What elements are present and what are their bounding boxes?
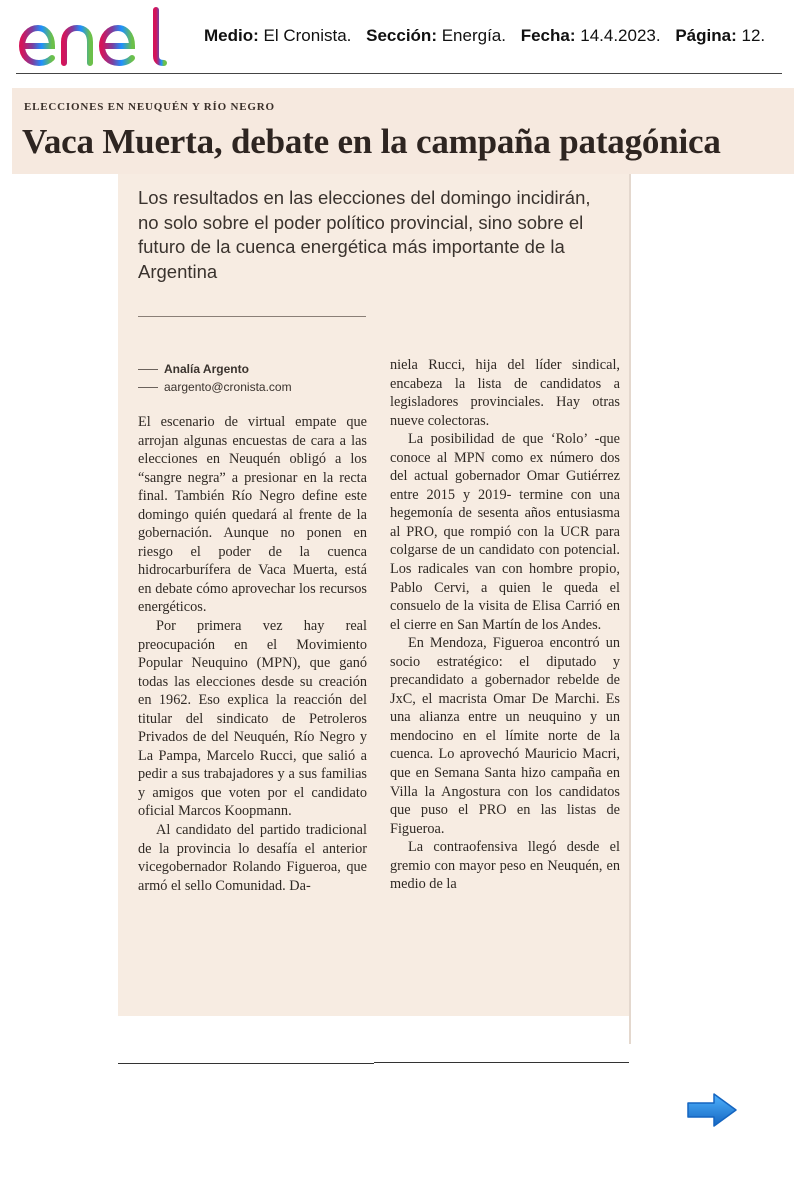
paragraph: Al candidato del partido tradicional de la provincia lo desafía el anterior vicegobernador Rolando Figueroa, que armó el sello Comunidad. Da- (138, 822, 367, 894)
author-name: Analía Argento (164, 362, 249, 376)
seccion-label: Sección: (366, 26, 437, 45)
article-subtitle: Los resultados en las elecciones del domingo incidirán, no solo sobre el poder político provincial, sino sobre el futuro de la cuenca energética más importante de la Argentina (138, 187, 591, 282)
byline-dash (138, 387, 158, 388)
seccion-value: Energía. (441, 26, 506, 45)
medio-value: El Cronista. (263, 26, 352, 45)
paragraph: El escenario de virtual empate que arrojan algunas encuestas de cara a las elecciones en Neuquén obligó a los “sangre negra” a presionar en la recta final. También Río Negro define este domingo quién quedará al frente de la gobernación. Aunque no ponen en riesgo el poder de la cuenca hidrocarburífera de Vaca Muerta, está en debate cómo aprovechar los recursos energéticos. (138, 414, 367, 616)
clipping-edge (629, 174, 631, 1044)
article-headline: Vaca Muerta, debate en la campaña patagónica (22, 122, 721, 161)
article-column-2 (390, 356, 620, 894)
article-kicker: ELECCIONES EN NEUQUÉN Y RÍO NEGRO (24, 101, 275, 113)
arrow-right-icon[interactable] (686, 1092, 738, 1128)
fecha-value: 14.4.2023. (580, 26, 661, 45)
clipping-metadata (204, 26, 765, 46)
subtitle-divider (138, 316, 366, 317)
header-divider (16, 73, 782, 74)
paragraph: La contraofensiva llegó desde el gremio con mayor peso en Neuquén, en medio de la (390, 839, 620, 893)
fecha-label: Fecha: (520, 26, 576, 45)
paragraph: niela Rucci, hija del líder sindical, encabeza la lista de candidatos a legisladores provinciales. Hay otras nueve colectoras. (390, 357, 620, 429)
author-email: aargento@cronista.com (164, 380, 292, 394)
pagina-value: 12. (741, 26, 766, 45)
paragraph: La posibilidad de que ‘Rolo’ -que conoce al MPN como ex número dos del actual gobernador Omar Gutiérrez entre 2015 y 2019- termine con una hegemonía de sesenta años entusiasma al PRO, que rompió con la UCR para colgarse de un candidato con potencial. Los radicales van con hombre propio, Pablo Cervi, a quien le queda el consuelo de la visita de Elisa Carrió en el cierre en San Martín de los Andes. (390, 431, 620, 633)
footer-divider-left (118, 1063, 374, 1064)
article-column-1 (138, 413, 367, 895)
footer-divider-right (374, 1062, 629, 1063)
paragraph: En Mendoza, Figueroa encontró un socio estratégico: el diputado y precandidato a gobernador rebelde de JxC, el macrista Omar De Marchi. Es una alianza entre un neuquino y un mendocino en el límite norte de la cuenca. Lo aprovechó Mauricio Macri, que en Semana Santa hizo campaña en Villa la Angostura con los candidatos que puso el PRO en las listas de Figueroa. (390, 635, 620, 837)
byline (138, 360, 292, 396)
paragraph: Por primera vez hay real preocupación en el Movimiento Popular Neuquino (MPN), que ganó todas las elecciones desde su creación en 1962. Eso explica la reacción del titular del sindicato de Petroleros Privados de del Neuquén, Río Negro y La Pampa, Marcelo Rucci, que salió a pedir a sus trabajadores y a sus familias y amigos que voten por el candidato oficial Marcos Koopmann. (138, 618, 367, 820)
pagina-label: Página: (675, 26, 737, 45)
enel-logo (16, 6, 180, 68)
medio-label: Medio: (204, 26, 259, 45)
byline-dash (138, 369, 158, 370)
